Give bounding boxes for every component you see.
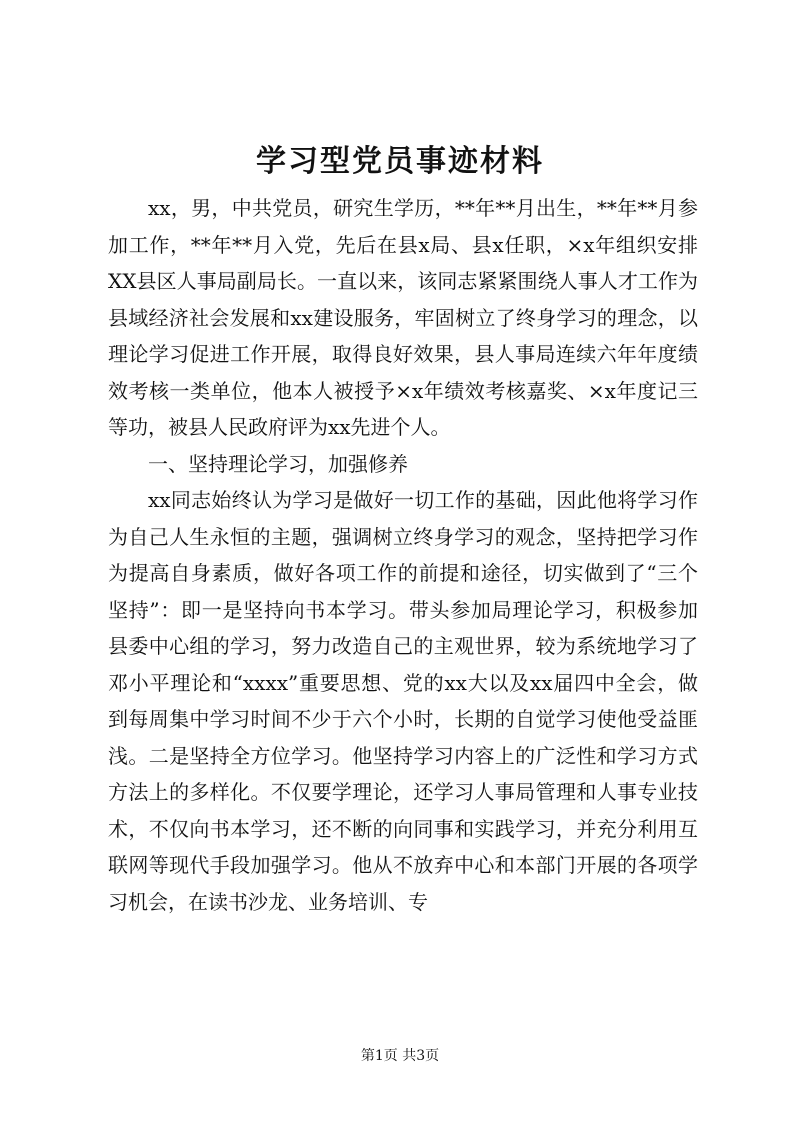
paragraph-study: xx同志始终认为学习是做好一切工作的基础，因此他将学习作为自己人生永恒的主题，强调树立终身学习的观念，坚持把学习作为提高自身素质，做好各项工作的前提和途径，切实做到了“三个坚持”：即一是坚持向书本学习。带头参加局理论学习，积极参加县委中心组的学习，努力改造自己的主观世界，较为系统地学习了邓小平理论和“xxxx”重要思想、党的xx大以及xx届四中全会，做到每周集中学习时间不少于六个小时，长期的自觉学习使他受益匪浅。二是坚持全方位学习。他坚持学习内容上的广泛性和学习方式方法上的多样化。不仅要学理论，还学习人事局管理和人事专业技术，不仅向书本学习，还不断的向同事和实践学习，并充分利用互联网等现代手段加强学习。他从不放弃中心和本部门开展的各项学习机会，在读书沙龙、业务培训、专 [108, 488, 698, 914]
page-footer: 第1页 共3页 [360, 1048, 440, 1064]
document-body [108, 190, 698, 920]
paragraph-intro: xx，男，中共党员，研究生学历，**年**月出生，**年**月参加工作，**年**月入党，先后在县x局、县x任职，×x年组织安排XX县区人事局副局长。一直以来，该同志紧紧围绕人事人才工作为县域经济社会发展和xx建设服务，牢固树立了终身学习的理念，以理论学习促进工作开展，取得良好效果，县人事局连续六年年度绩效考核一类单位，他本人被授予×x年绩效考核嘉奖、×x年度记三等功，被县人民政府评为xx先进个人。 [108, 196, 698, 439]
section-heading: 一、坚持理论学习，加强修养 [148, 451, 408, 476]
document-title: 学习型党员事迹材料 [256, 144, 544, 179]
